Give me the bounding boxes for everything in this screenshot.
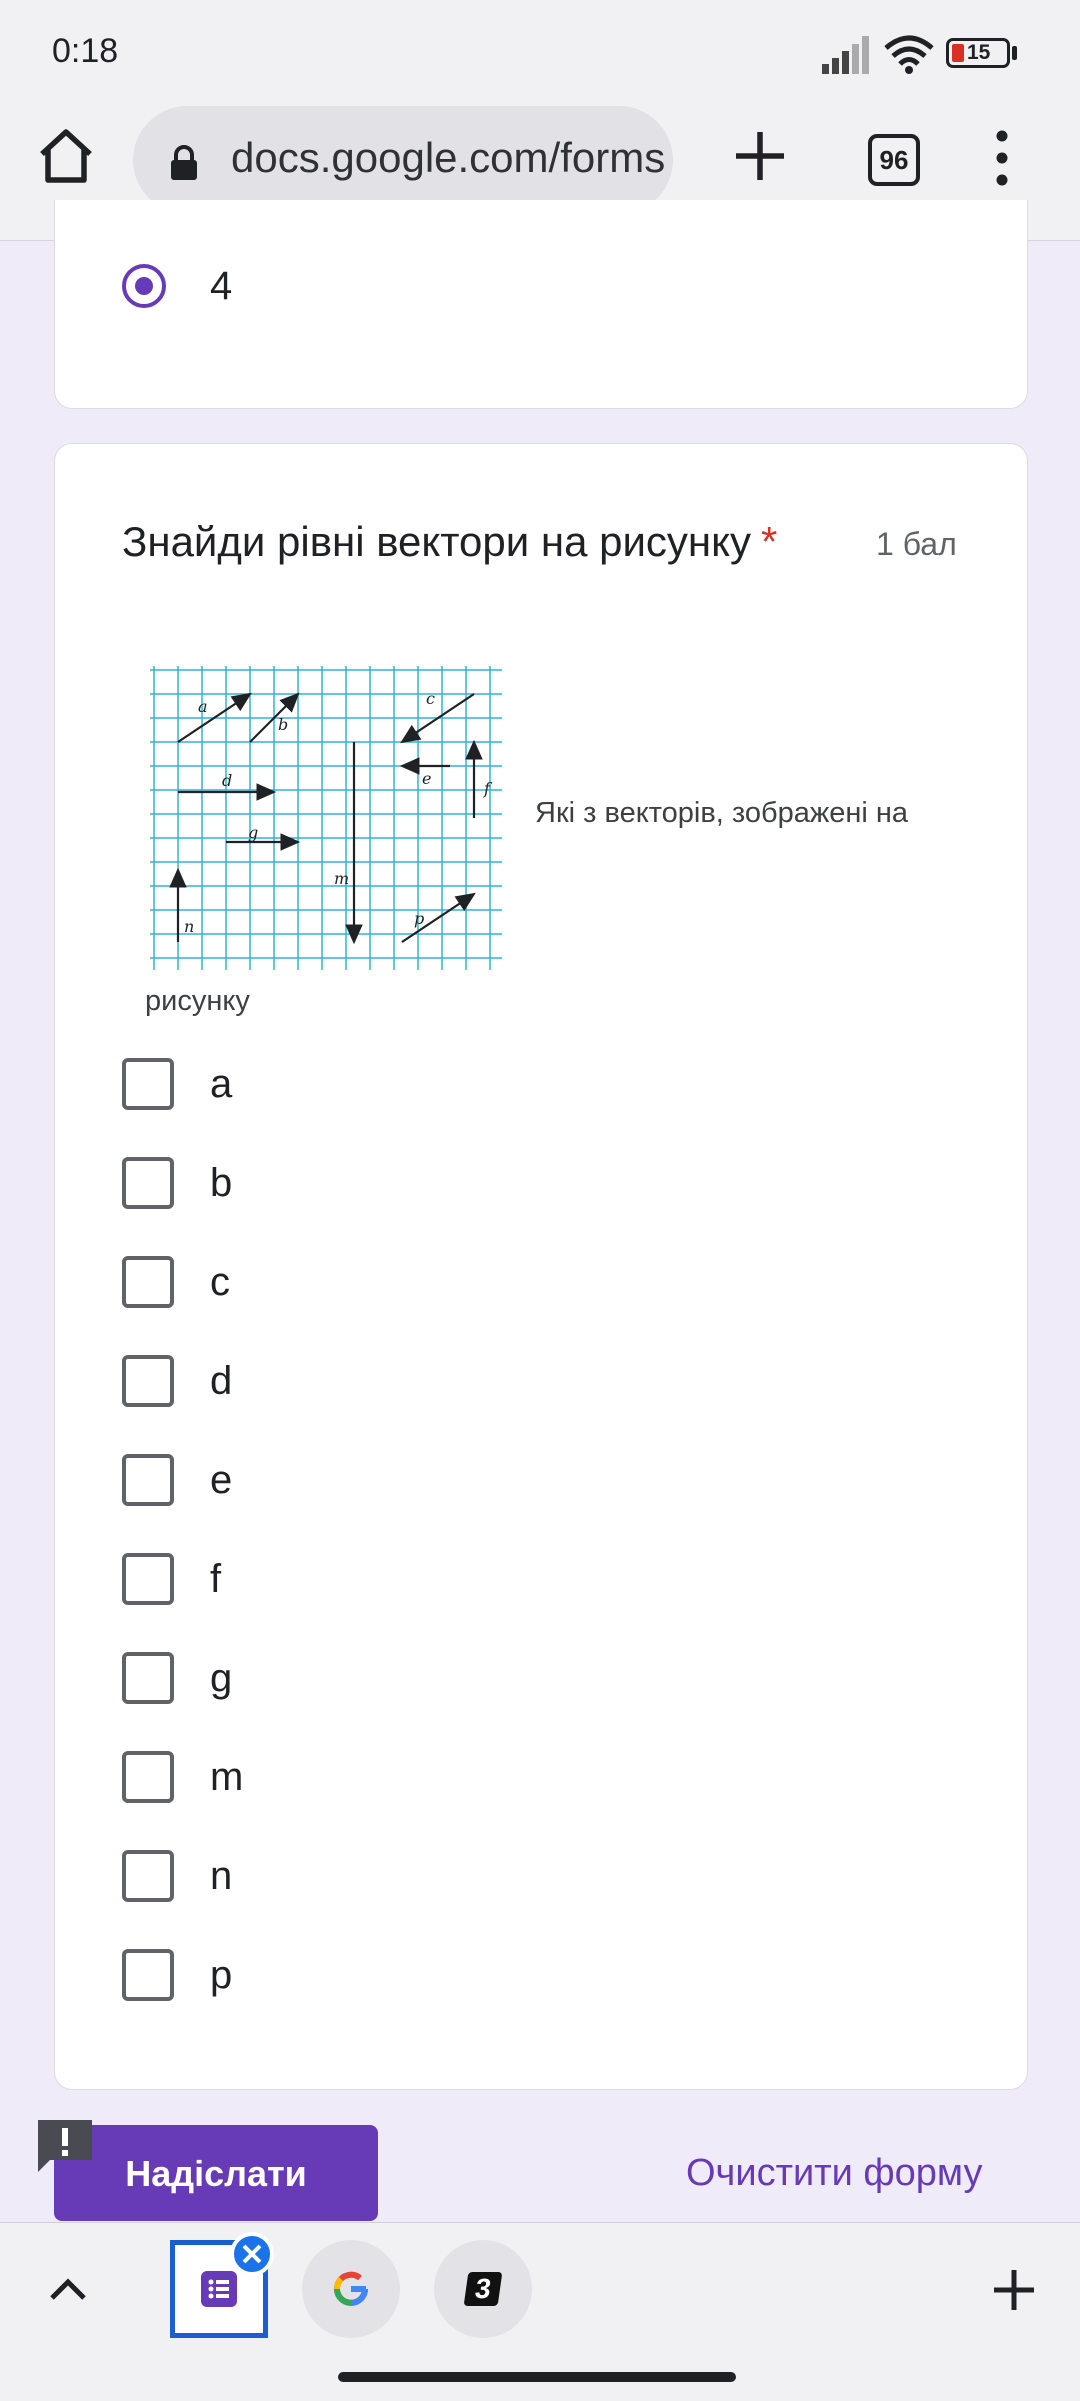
checkbox-option[interactable] bbox=[122, 1351, 1022, 1411]
vector-label: m bbox=[334, 869, 350, 888]
clear-form-link[interactable]: Очистити форму bbox=[686, 2152, 983, 2194]
vector-grid-figure bbox=[150, 666, 502, 970]
question-description: Які з векторів, зображені на bbox=[535, 797, 909, 829]
close-icon bbox=[240, 2242, 264, 2266]
chevron-up-icon[interactable] bbox=[46, 2268, 90, 2312]
battery-icon bbox=[946, 38, 1010, 68]
checkbox-option[interactable] bbox=[122, 1054, 1022, 1114]
checkbox-label: c bbox=[210, 1260, 230, 1304]
checkbox[interactable] bbox=[122, 1256, 174, 1308]
checkbox-label: p bbox=[210, 1953, 233, 1997]
checkbox-label: m bbox=[210, 1755, 244, 1799]
lock-icon bbox=[169, 144, 199, 182]
radio-button-selected[interactable] bbox=[122, 264, 166, 308]
vector-label: c bbox=[426, 689, 435, 708]
checkbox-option[interactable] bbox=[122, 1648, 1022, 1708]
checkbox-label: e bbox=[210, 1458, 233, 1502]
radio-dot bbox=[135, 277, 153, 295]
checkbox-option[interactable] bbox=[122, 1153, 1022, 1213]
vector-label: g bbox=[248, 823, 259, 842]
checkbox-option[interactable] bbox=[122, 1846, 1022, 1906]
checkbox-label: n bbox=[210, 1854, 233, 1898]
checkbox-option[interactable] bbox=[122, 1252, 1022, 1312]
more-menu-icon[interactable] bbox=[984, 126, 1020, 190]
battery-tip bbox=[1012, 46, 1017, 60]
checkbox[interactable] bbox=[122, 1157, 174, 1209]
vector-label: d bbox=[222, 771, 233, 790]
add-tab-icon[interactable] bbox=[990, 2266, 1038, 2314]
close-tab-button[interactable] bbox=[230, 2232, 274, 2276]
checkbox[interactable] bbox=[122, 1454, 174, 1506]
vector-label: p bbox=[414, 909, 425, 928]
question-points: 1 бал bbox=[876, 526, 957, 562]
battery-level bbox=[952, 44, 964, 62]
question-description-continued: рисунку bbox=[145, 985, 250, 1017]
home-indicator bbox=[338, 2372, 736, 2382]
checkbox-label: f bbox=[210, 1557, 222, 1601]
checkbox[interactable] bbox=[122, 1355, 174, 1407]
required-asterisk: * bbox=[760, 518, 778, 565]
checkbox[interactable] bbox=[122, 1652, 174, 1704]
vector-label: a bbox=[198, 697, 208, 716]
tab-google[interactable] bbox=[302, 2240, 400, 2338]
tab-third[interactable] bbox=[434, 2240, 532, 2338]
checkbox-label: a bbox=[210, 1062, 233, 1106]
vector-label: f bbox=[484, 779, 490, 798]
tab-switcher-button[interactable]: 96 bbox=[868, 134, 920, 186]
checkbox-label: g bbox=[210, 1656, 233, 1700]
vector-label: n bbox=[184, 917, 195, 936]
checkbox-label: b bbox=[210, 1161, 233, 1205]
checkbox-option[interactable] bbox=[122, 1747, 1022, 1807]
vector-label: e bbox=[422, 769, 432, 788]
question-title-text: Знайди рівні вектори на рисунку bbox=[122, 518, 751, 565]
report-abuse-icon[interactable] bbox=[38, 2120, 92, 2174]
google-g-icon bbox=[329, 2267, 373, 2311]
previous-question-card bbox=[54, 200, 1028, 409]
google-forms-icon bbox=[201, 2271, 237, 2307]
radio-option-label: 4 bbox=[210, 264, 233, 308]
submit-button[interactable]: Надіслати bbox=[54, 2125, 378, 2221]
third-tab-icon: 3 bbox=[464, 2272, 503, 2306]
checkbox[interactable] bbox=[122, 1949, 174, 2001]
url-text: docs.google.com/forms bbox=[231, 134, 666, 181]
checkbox[interactable] bbox=[122, 1850, 174, 1902]
checkbox-option[interactable] bbox=[122, 1945, 1022, 2005]
checkbox-label: d bbox=[210, 1359, 233, 1403]
address-bar[interactable] bbox=[133, 106, 673, 214]
status-time: 0:18 bbox=[52, 32, 119, 70]
checkbox[interactable] bbox=[122, 1751, 174, 1803]
wifi-icon bbox=[884, 34, 934, 74]
checkbox[interactable] bbox=[122, 1553, 174, 1605]
new-tab-icon[interactable] bbox=[728, 124, 792, 188]
battery-text: 15 bbox=[967, 41, 991, 64]
question-title bbox=[122, 518, 777, 566]
signal-icon bbox=[822, 36, 872, 74]
checkbox[interactable] bbox=[122, 1058, 174, 1110]
home-icon[interactable] bbox=[34, 124, 98, 188]
checkbox-option[interactable] bbox=[122, 1549, 1022, 1609]
vector-label: b bbox=[278, 715, 289, 734]
checkbox-option[interactable] bbox=[122, 1450, 1022, 1510]
